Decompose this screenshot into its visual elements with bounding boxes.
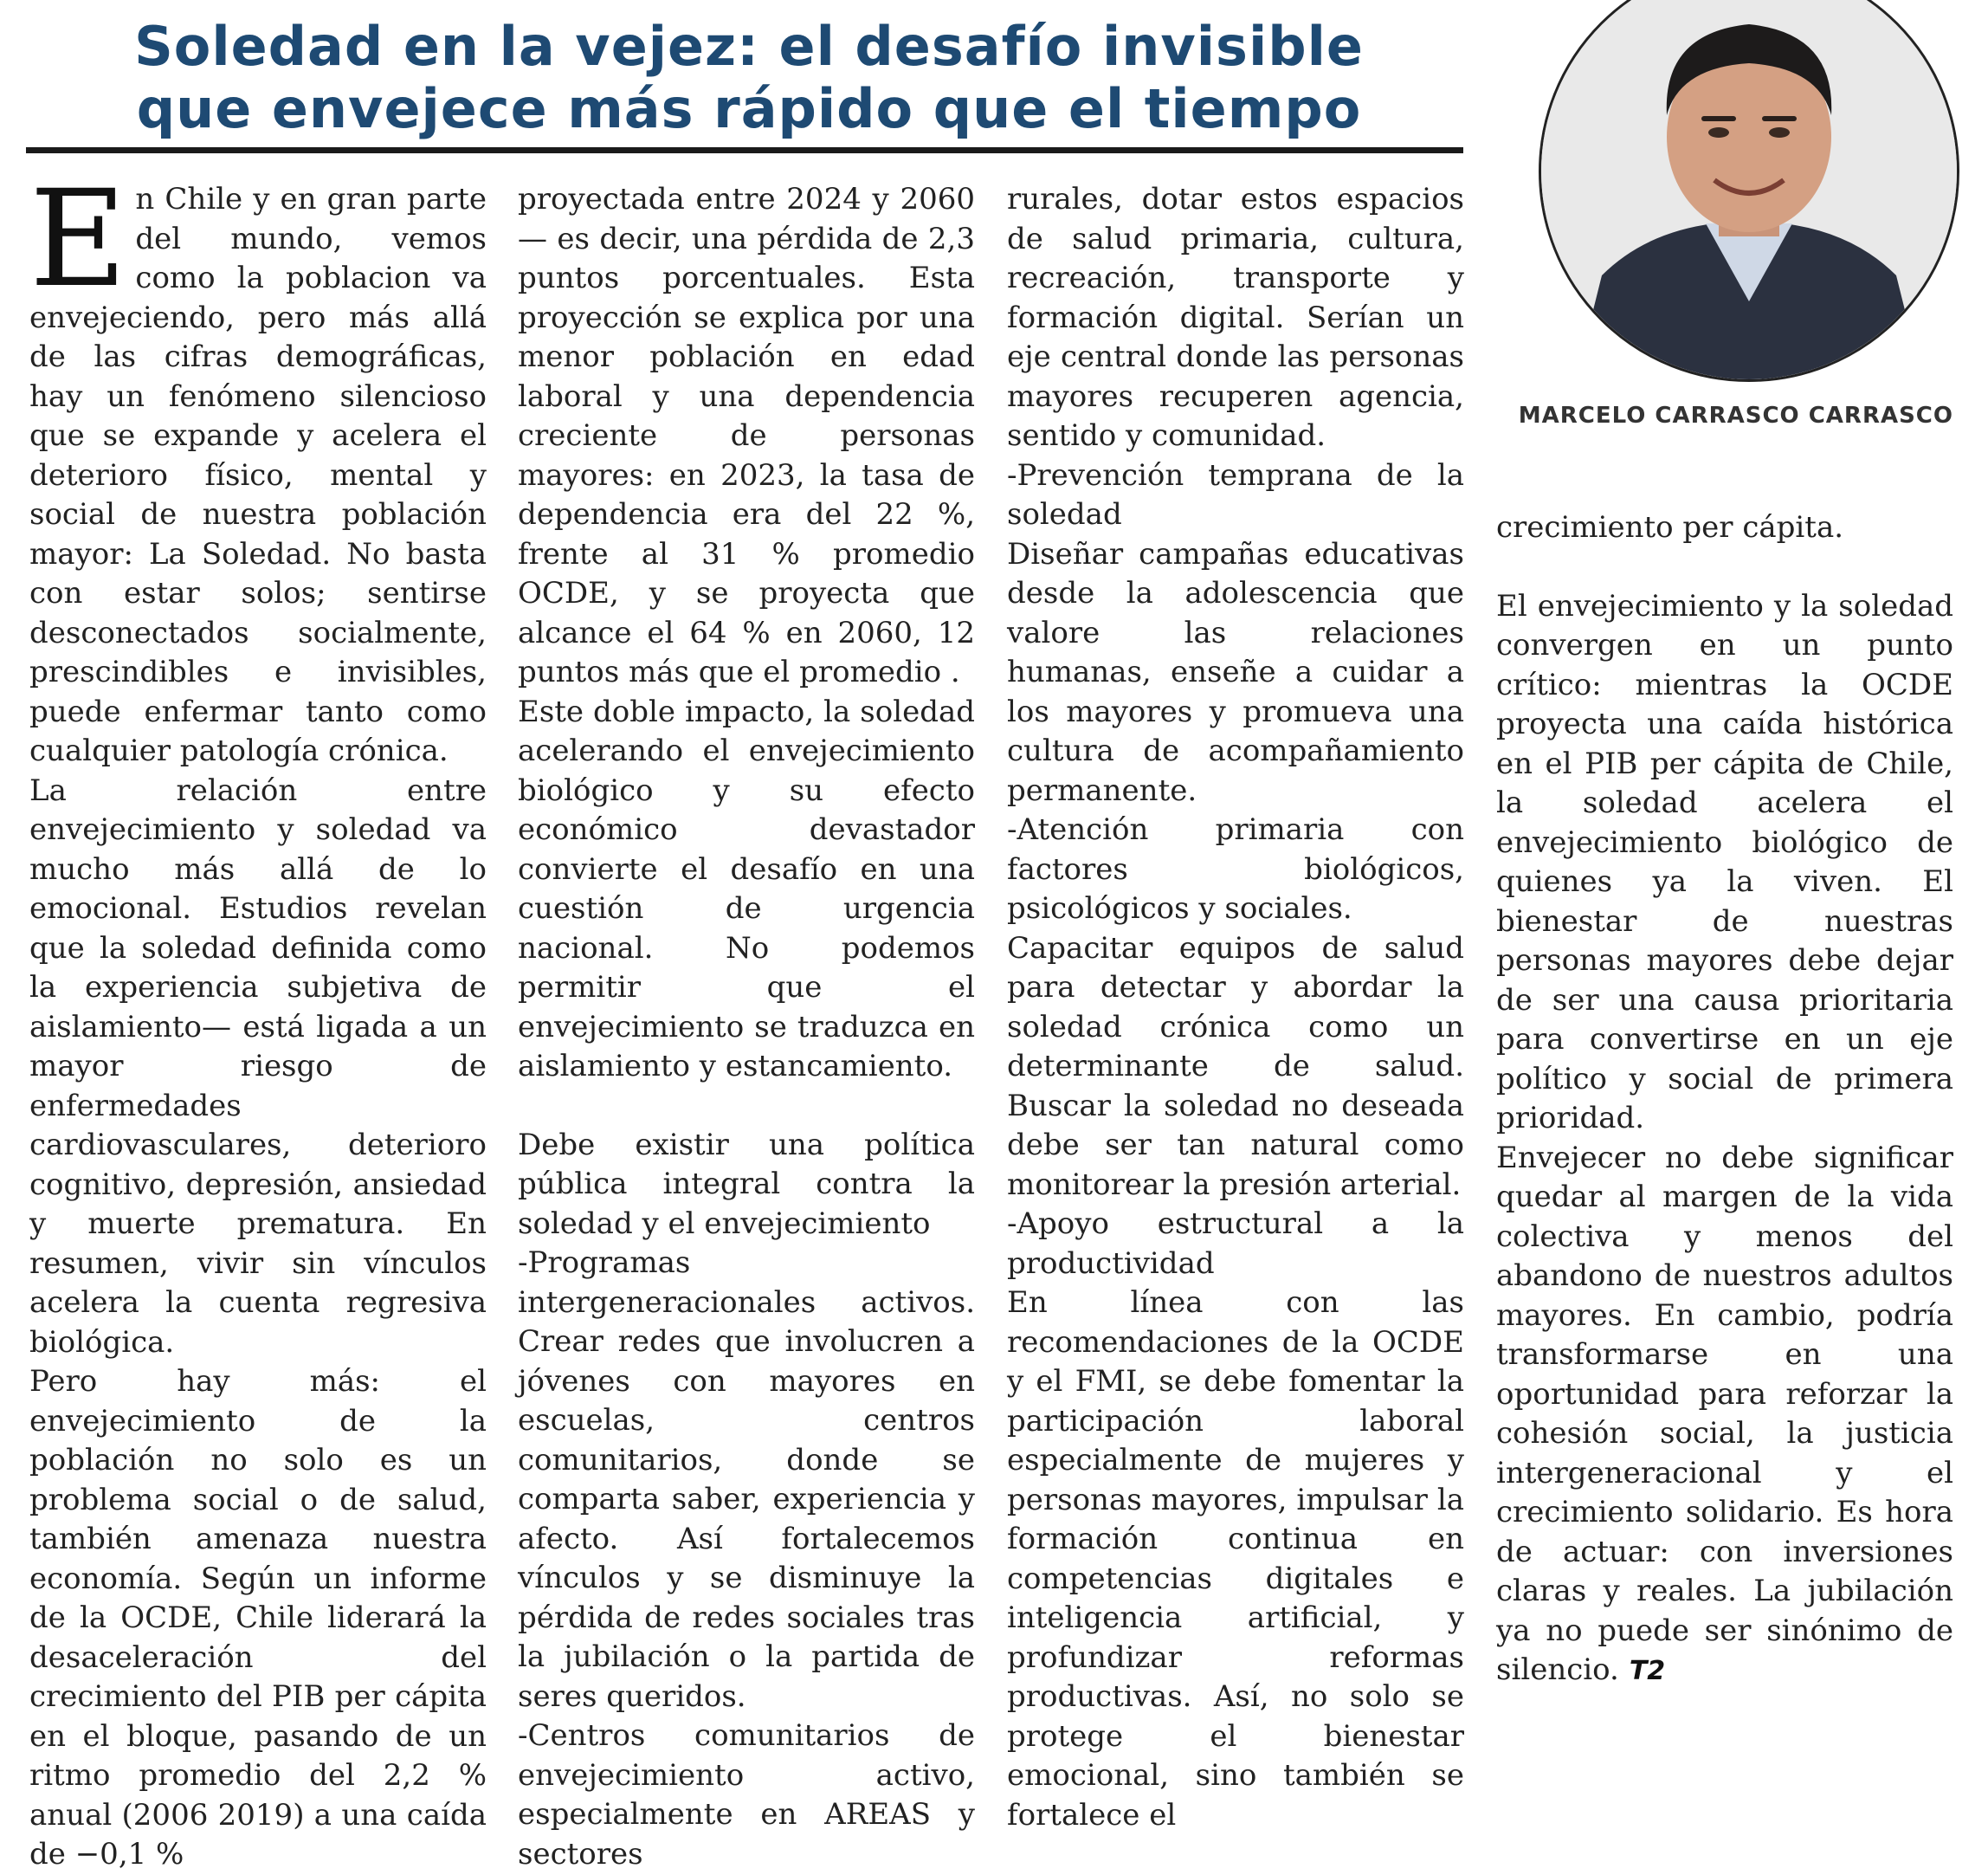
subheading: -Prevención temprana de la soledad [1007, 457, 1464, 532]
paragraph-text: n Chile y en gran parte del mundo, vemos como la poblacion va envejeciendo, pero más allá de las cifras demográficas, hay un fenómeno silencioso que se expande y acelera el deterioro físico, mental y social de nuestra población mayor: La Soledad. No basta con estar solos; sentirse desconectados socialmente, prescindibles e invisibles, puede enfermar tanto como cualquier patología crónica. [29, 182, 487, 768]
article-column-1 [29, 162, 487, 1875]
end-mark-logo: T2 [1629, 1656, 1666, 1686]
paragraph: La relación entre envejecimiento y soledad va mucho más allá de lo emocional. Estudios revelan que la soledad definida como la experiencia subjetiva de aislamiento— está ligada a un mayor riesgo de enfermedades cardiovasculares, deterioro cognitivo, depresión, ansiedad y muerte prematura. En resumen, vivir sin vínculos acelera la cuenta regresiva biológica. [29, 773, 487, 1360]
paragraph: -Centros comunitarios de envejecimiento activo, especialmente en AREAS y sectores [518, 1718, 975, 1872]
paragraph: Debe existir una política pública integral contra la soledad y el envejecimiento [518, 1127, 975, 1241]
subheading: -Atención primaria con factores biológicos, psicológicos y sociales. [1007, 812, 1464, 926]
title-line-1: Soledad en la vejez: el desafío invisible [134, 15, 1364, 78]
drop-cap: E [29, 162, 127, 317]
paragraph-text: Envejecer no debe significar quedar al margen de la vida colectiva y menos del abandono de nuestros adultos mayores. En cambio, podría transformarse en una oportunidad para reforzar la cohesión social, la justicia intergeneracional y el crecimiento solidario. Es hora de actuar: con inversiones claras y reales. La jubilación ya no puede ser sinónimo de silencio. [1496, 1140, 1953, 1687]
author-photo [1539, 0, 1959, 382]
paragraph: proyectada entre 2024 y 2060 — es decir, una pérdida de 2,3 puntos porcentuales. Esta proyección se explica por una menor población en edad laboral y una dependencia creciente de personas mayores: en 2023, la tasa de dependencia era del 22 %, frente al 31 % promedio OCDE, y se proyecta que alcance el 64 % en 2060, 12 puntos más que el promedio . [518, 182, 975, 689]
title-line-2: que envejece más rápido que el tiempo [136, 77, 1362, 140]
paragraph: -Programas intergeneracionales activos. Crear redes que involucren a jóvenes con mayores en escuelas, centros comunitarios, donde se comparta saber, experiencia y afecto. Así fortalecemos vínculos y se disminuye la pérdida de redes sociales tras la jubilación o la partida de seres queridos. [518, 1245, 975, 1714]
paragraph [29, 162, 487, 772]
article-column-3 [1007, 180, 1464, 1835]
paragraph: rurales, dotar estos espacios de salud primaria, cultura, recreación, transporte y formación digital. Serían un eje central donde las personas mayores recuperen agencia, sentido y comunidad. [1007, 182, 1464, 453]
paragraph: Diseñar campañas educativas desde la adolescencia que valore las relaciones humanas, enseñe a cuidar a los mayores y promueva una cultura de acompañamiento permanente. [1007, 536, 1464, 808]
article-column-4 [1496, 508, 1953, 1691]
paragraph: Pero hay más: el envejecimiento de la población no solo es un problema social o de salud, también amenaza nuestra economía. Según un informe de la OCDE, Chile liderará la desaceleración del crecimiento del PIB per cápita en el bloque, pasando de un ritmo promedio del 2,2 % anual (2006 2019) a una caída de −0,1 % [29, 1364, 487, 1872]
paragraph: crecimiento per cápita. [1496, 510, 1844, 545]
author-portrait-image [1541, 0, 1957, 379]
paragraph: Capacitar equipos de salud para detectar y abordar la soledad crónica como un determinante de salud. Buscar la soledad no deseada debe ser tan natural como monitorear la presión arterial. [1007, 930, 1464, 1202]
paragraph: El envejecimiento y la soledad convergen en un punto crítico: mientras la OCDE proyecta una caída histórica en el PIB per cápita de Chile, la soledad acelera el envejecimiento biológico de quienes ya la viven. El bienestar de nuestras personas mayores debe dejar de ser una causa prioritaria para convertirse en un eje político y social de primera prioridad. [1496, 588, 1953, 1135]
title-divider [26, 147, 1463, 153]
paragraph [1496, 1139, 1953, 1691]
author-name: MARCELO CARRASCO CARRASCO [1518, 403, 1953, 429]
subheading: -Apoyo estructural a la productividad [1007, 1206, 1464, 1281]
article-title [26, 16, 1472, 140]
paragraph: Este doble impacto, la soledad acelerando el envejecimiento biológico y su efecto económico devastador convierte el desafío en una cuestión de urgencia nacional. No podemos permitir que el envejecimiento se traduzca en aislamiento y estancamiento. [518, 694, 975, 1083]
paragraph: En línea con las recomendaciones de la OCDE y el FMI, se debe fomentar la participación laboral especialmente de mujeres y personas mayores, impulsar la formación continua en competencias digitales e inteligencia artificial, y profundizar reformas productivas. Así, no solo se protege el bienestar emocional, sino también se fortalece el [1007, 1285, 1464, 1833]
article-column-2 [518, 180, 975, 1874]
